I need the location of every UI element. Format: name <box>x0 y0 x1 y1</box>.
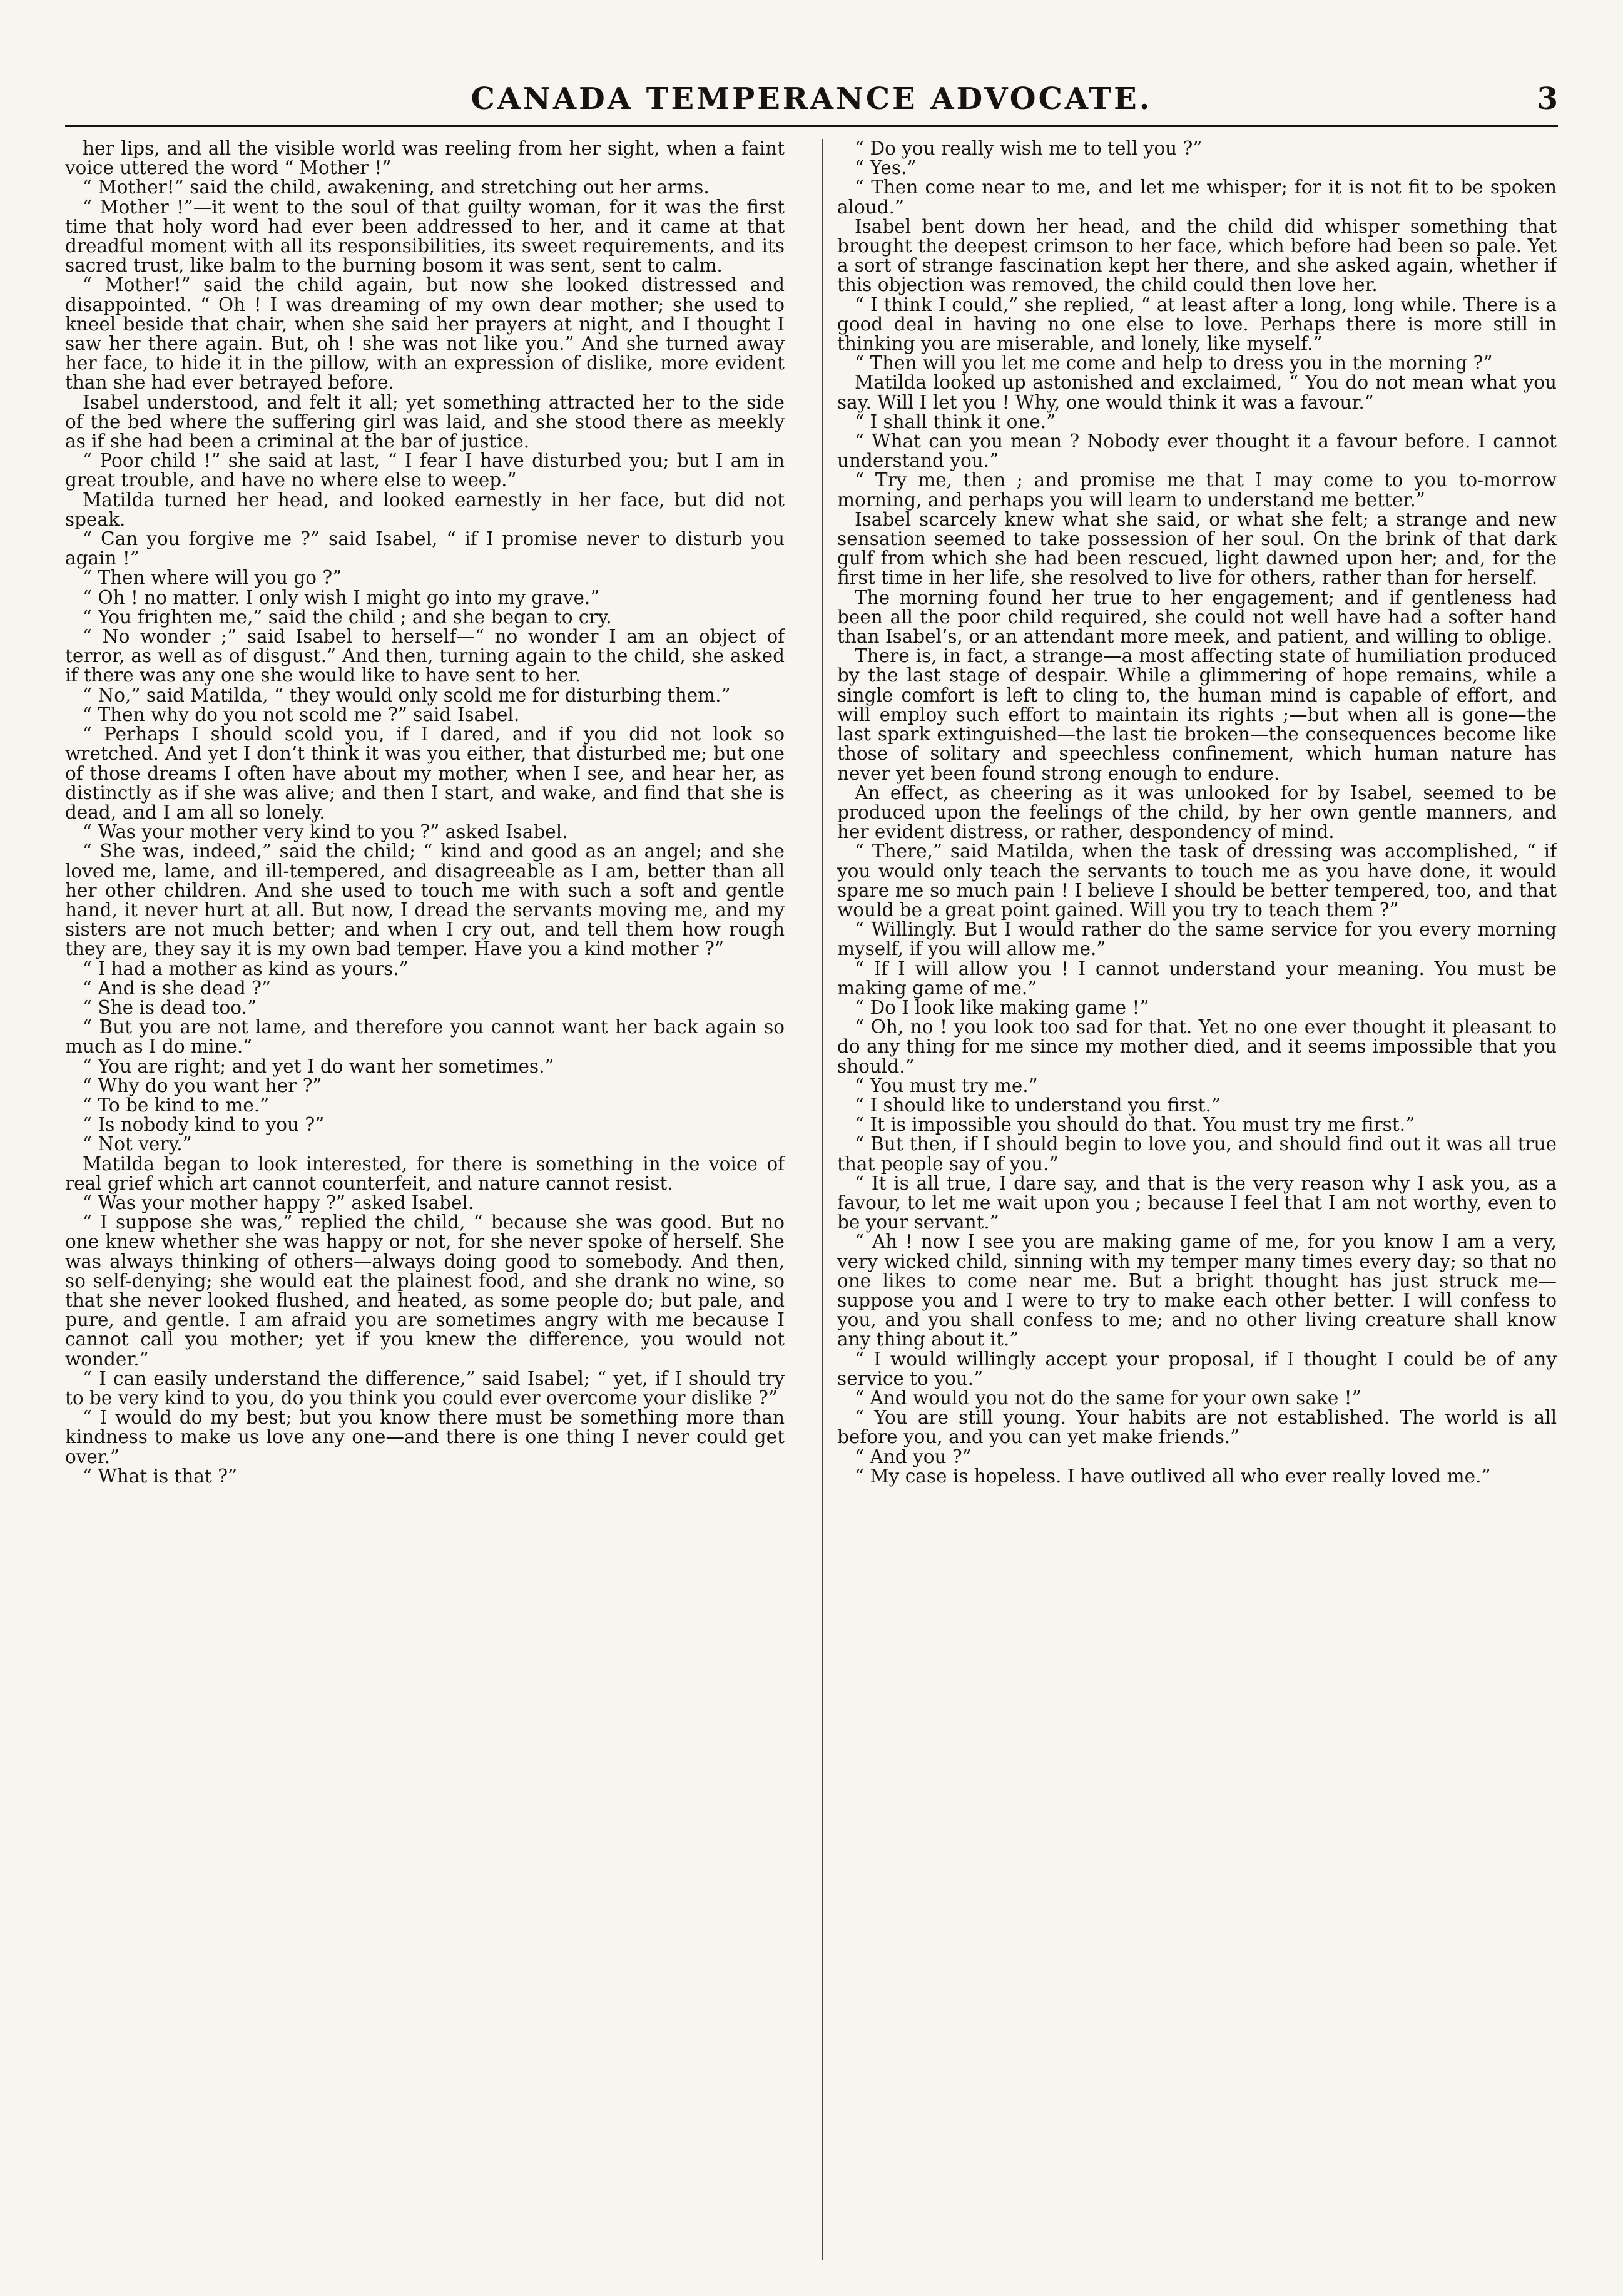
paragraph: “ I had a mother as kind as yours.” <box>83 957 409 979</box>
paragraph: Isabel scarcely knew what she said, or what she felt; a strange and new sensation seemed to take possession of her soul. On the brink of that dark gulf from which she had been rescued, light dawned upon her; and, for the first time in her life, she resolved to live for others, rather than for herself. <box>837 508 1557 589</box>
paragraph: “ I think I could,” she replied, “ at least after a long, long while. There is a good deal in having no one else to love. Perhaps there is more still in thinking you are miserable, and lonely, like myself.” <box>837 293 1557 355</box>
paragraph: “ There,” said Matilda, when the task of dressing was accomplished, “ if you would only teach the servants to touch me as you have done, it would spare me so much pain ! I believe I should be better tempered, too, and that would be a great point gained. Will you try to teach them ?” <box>837 840 1557 921</box>
paragraph: “ Then where will you go ?” <box>83 567 342 589</box>
page-number: 3 <box>1537 81 1558 116</box>
paragraph: “ Was your mother happy ?” asked Isabel. <box>83 1191 474 1213</box>
paragraph: “ No,” said Matilda, “ they would only scold me for disturbing them.” <box>83 684 731 706</box>
masthead-title: CANADA TEMPERANCE ADVOCATE. <box>471 81 1152 116</box>
paragraph: “ My case is hopeless. I have outlived all who ever really loved me.” <box>855 1465 1491 1487</box>
paragraph: An effect, as cheering as it was unlooked for by Isabel, seemed to be produced upon the feelings of the child, by her own gentle manners, and her evident distress, or rather, despondency of mind. <box>837 782 1557 843</box>
paragraph: The morning found her true to her engagement; and if gentleness had been all the poor child required, she could not well have had a softer hand than Isabel’s, or an attendant more meek, and patient, and willing to oblige. <box>837 586 1557 648</box>
header-rule <box>65 125 1558 127</box>
paragraph: “ Oh, no ! you look too sad for that. Yet no one ever thought it pleasant to do any thing for me since my mother died, and it seems impossible that you should.” <box>837 1016 1557 1077</box>
paragraph: “ Can you forgive me ?” said Isabel, “ if I promise never to disturb you again !” <box>65 528 785 569</box>
paragraph: “ What is that ?” <box>83 1465 238 1487</box>
paragraph: “ But you are not lame, and therefore you cannot want her back again so much as I do mine.” <box>65 1016 785 1058</box>
paragraph: “ Oh ! no matter. I only wish I might go into my grave.” <box>83 586 600 608</box>
page-header <box>65 80 1558 118</box>
paragraph: Matilda turned her head, and looked earnestly in her face, but did not speak. <box>65 489 785 530</box>
paragraph: “ And is she dead ?” <box>83 977 272 999</box>
paragraph: “ Willingly. But I would rather do the same service for you every morning myself, if you will allow me.” <box>837 919 1557 960</box>
paragraph: “ Is nobody kind to you ?” <box>83 1114 325 1136</box>
paragraph: “ If I will allow you ! I cannot understand your meaning. You must be making game of me.” <box>837 957 1557 999</box>
paragraph: “ To be kind to me.” <box>83 1094 270 1116</box>
paragraph: “ You are still young. Your habits are not established. The world is all before you, and you can yet make friends.” <box>837 1407 1557 1448</box>
paragraph: “ It is impossible you should do that. You must try me first.” <box>855 1114 1415 1136</box>
paragraph: “ And would you not do the same for your own sake !” <box>855 1387 1361 1409</box>
paragraph: “ No wonder ;” said Isabel to herself—“ no wonder I am an object of terror, as well as of disgust.” And then, turning again to the child, she asked if there was any one she would like to have sent to her. <box>65 626 785 686</box>
paragraph: “ Yes.” <box>855 157 917 179</box>
paragraph: “ I would do my best; but you know there must be something more than kindness to make us love any one—and there is one thing I never could get over.” <box>65 1407 785 1467</box>
paragraph: “ Why do you want her ?” <box>83 1074 322 1096</box>
paragraph: “ It is all true, I dare say, and that is the very reason why I ask you, as a favour, to let me wait upon you ; because I feel that I am not worthy, even to be your servant.” <box>837 1172 1557 1233</box>
paragraph: “ What can you mean ? Nobody ever thought it a favour before. I cannot understand you.” <box>837 431 1557 472</box>
paragraph: “ You frighten me,” said the child ; and she began to cry. <box>83 606 612 628</box>
paragraph: “ You must try me.” <box>855 1074 1038 1096</box>
paragraph: “ Ah ! now I see you are making game of me, for you know I am a very, very wicked child, sinning with my temper many times every day; so that no one likes to come near me. But a bright thought has just struck me—suppose you and I were to try to make each other better. I will confess to you, and you shall confess to me; and no other living creature shall know any thing about it.” <box>837 1231 1557 1350</box>
paragraph: her lips, and all the visible world was reeling from her sight, when a faint voice uttered the word “ Mother !” <box>65 139 785 179</box>
paragraph: “ I would willingly accept your proposal, if I thought I could be of any service to you.” <box>837 1348 1557 1389</box>
paragraph: “ She is dead too.” <box>83 996 257 1018</box>
paragraph: “ She was, indeed,” said the child; “ kind and good as an angel; and she loved me, lame, and ill-tempered, and disagreeable as I am, better than all her other children. And she used to touch me with such a soft and gentle hand, it never hurt at all. But now, I dread the servants moving me, and my sisters are not much better; and when I cry out, and tell them how rough they are, they say it is my own bad temper. Have you a kind mother ?” <box>65 840 785 960</box>
paragraph: “ Mother!” said the child again, but now she looked distressed and disappointed. “ Oh ! I was dreaming of my own dear mother; she used to kneel beside that chair, when she said her prayers at night, and I thought I saw her there again. But, oh ! she was not like you.” And she turned away her face, to hide it in the pillow, with an expression of dislike, more evident than she had ever betrayed before. <box>65 274 785 394</box>
paragraph: “ But then, if I should begin to love you, and should find out it was all true that people say of you.” <box>837 1133 1557 1175</box>
paragraph: “ Poor child !” she said at last, “ I fear I have disturbed you; but I am in great trouble, and have no where else to weep.” <box>65 450 785 491</box>
paragraph: “ I suppose she was,” replied the child, “ because she was good. But no one knew whether she was happy or not, for she never spoke of herself. She was always thinking of others—always doing good to somebody. And then, so self-denying; she would eat the plainest food, and she drank no wine, so that she never looked flushed, and heated, as some people do; but pale, and pure, and gentle. I am afraid you are sometimes angry with me because I cannot call you mother; yet if you knew the difference, you would not wonder.” <box>65 1212 785 1370</box>
paragraph: Isabel understood, and felt it all; yet something attracted her to the side of the bed where the suffering girl was laid, and she stood there as meekly as if she had been a criminal at the bar of justice. <box>65 391 785 452</box>
paragraph: “ Then come near to me, and let me whisper; for it is not fit to be spoken aloud.” <box>837 176 1557 218</box>
paragraph: Matilda began to look interested, for there is something in the voice of real grief which art cannot counterfeit, and nature cannot resist. <box>65 1153 785 1194</box>
paragraph: Matilda looked up astonished and exclaimed, “ You do not mean what you say. Will I let you ! Why, one would think it was a favour.” <box>837 372 1557 413</box>
paragraph: “ I can easily understand the difference,” said Isabel; “ yet, if I should try to be very kind to you, do you think you could ever overcome your dislike ?” <box>65 1367 785 1409</box>
paragraph: “ I shall think it one.” <box>855 411 1056 432</box>
paragraph: “ Try me, then ; and promise me that I may come to you to-morrow morning, and perhaps you will learn to understand me better.” <box>837 469 1557 511</box>
paragraph: “ Do you really wish me to tell you ?” <box>855 139 1203 159</box>
paragraph: “ Do I look like making game !” <box>855 996 1149 1018</box>
paragraph: “ Was your mother very kind to you ?” asked Isabel. <box>83 821 568 843</box>
paragraph: “ You are right; and yet I do want her sometimes.” <box>83 1055 554 1077</box>
paragraph: There is, in fact, a strange—a most affecting state of humiliation produced by the last stage of despair. While a glimmering of hope remains, while a single comfort is left to cling to, the human mind is capable of effort, and will employ such effort to maintain its rights ;—but when all is gone—the last spark extinguished—the last tie broken—the consequences become like those of solitary and speechless confinement, which human nature has never yet been found strong enough to endure. <box>837 645 1557 784</box>
paragraph: “ Mother!” said the child, awakening, and stretching out her arms. <box>83 176 710 198</box>
paragraph: “ Then why do you not scold me ?” said Isabel. <box>83 703 520 725</box>
paragraph: Isabel bent down her head, and the child did whisper something that brought the deepest crimson to her face, which before had been so pale. Yet a sort of strange fascination kept her there, and she asked again, whether if this objection was removed, the child could then love her. <box>837 215 1557 296</box>
left-column <box>65 139 785 2260</box>
paragraph: “ Perhaps I should scold you, if I dared, and if you did not look so wretched. And yet I don’t think it was you either, that disturbed me; but one of those dreams I often have about my mother, when I see, and hear her, as distinctly as if she was alive; and then I start, and wake, and find that she is dead, and I am all so lonely. <box>65 723 785 823</box>
paragraph: “ Mother !”—it went to the soul of that guilty woman, for it was the first time that holy word had ever been addressed to her, and it came at that dreadful moment with all its responsibilities, its sweet requirements, and its sacred trust, like balm to the burning bosom it was sent, sent to calm. <box>65 196 785 277</box>
right-column <box>837 139 1557 2260</box>
column-divider <box>822 139 823 2260</box>
paragraph: “ And you ?” <box>855 1446 972 1467</box>
paragraph: “ I should like to understand you first.” <box>855 1094 1221 1116</box>
paragraph: “ Not very.” <box>83 1133 192 1155</box>
paragraph: “ Then will you let me come and help to dress you in the morning ?” <box>855 352 1493 374</box>
